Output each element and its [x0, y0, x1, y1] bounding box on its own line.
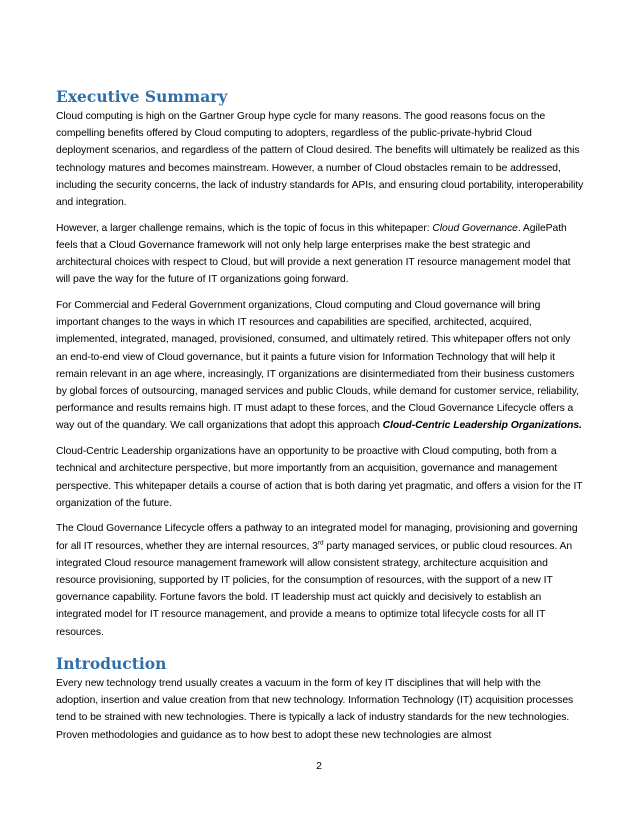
paragraph-text: . AgilePath feels that a Cloud Governance framework will not only help large enterprises make the best strategic and architectural choices with respect to Cloud, but will provide a next generation IT resource management model that will pave the way for the future of IT organizations going forward.: [56, 222, 571, 286]
introduction-paragraph-1: Every new technology trend usually creates a vacuum in the form of key IT disciplines that will help with the adoption, insertion and value creation from that new technology. Information Technology (IT) acquisition processes tend to be strained with new technologies. There is typically a lack of industry standards for the new technologies. Proven methodologies and guidance as to how best to adopt these new technologies are almost: [56, 677, 574, 741]
paragraph-text: party managed services, or public cloud resources. An integrated Cloud resource management framework will allow consistent strategy, architecture acquisition and resource provisioning, supported by IT policies, for the consumption of resources, with the support of a new IT governance capability. Fortune favors the bold. IT leadership must act quickly and decisively to establish an integrated model for IT resource management, and provide a means to optimize total lifecycle costs for all IT resources.: [56, 540, 573, 638]
introduction-heading: Introduction: [56, 653, 167, 673]
executive-summary-heading: Executive Summary: [56, 87, 228, 106]
emphasis-cloud-governance: Cloud Governance: [432, 222, 518, 234]
page-number: 2: [316, 760, 322, 772]
page-content: [56, 86, 584, 744]
executive-summary-paragraph-4: Cloud-Centric Leadership organizations have an opportunity to be proactive with Cloud computing, both from a technical and architecture perspective, but more importantly from an acquisition, governance and management perspective. This whitepaper details a course of action that is both daring yet pragmatic, and offers a vision for the IT organization of the future.: [56, 446, 583, 509]
emphasis-cloud-centric-leadership: Cloud-Centric Leadership Organizations.: [382, 420, 582, 432]
paragraph-text: However, a larger challenge remains, which is the topic of focus in this whitepaper:: [56, 222, 433, 234]
executive-summary-paragraph-1: Cloud computing is high on the Gartner Group hype cycle for many reasons. The good reasons focus on the compelling benefits offered by Cloud computing to adopters, regardless of the public-private-hybrid Cloud deployment scenarios, and regardless of the pattern of Cloud desired. The benefits will ultimately be realized as this technology matures and becomes mainstream. However, a number of Cloud obstacles remain to be addressed, including the security concerns, the lack of industry standards for APIs, and ensuring cloud portability, interoperability and integration.: [56, 111, 584, 209]
paragraph-text: The Cloud Governance Lifecycle offers a pathway to an integrated model for managing, provisioning and governing for all IT resources, whether they are internal resources, 3: [56, 523, 578, 552]
ordinal-superscript: rd: [317, 539, 324, 547]
executive-summary-paragraph-5: [56, 520, 584, 640]
executive-summary-paragraph-3: [56, 297, 584, 435]
executive-summary-paragraph-2: [56, 220, 584, 289]
paragraph-text: For Commercial and Federal Government organizations, Cloud computing and Cloud governance will bring important changes to the ways in which IT resources and capabilities are specified, architected, acquired, implemented, integrated, managed, provisioned, consumed, and ultimately retired. This whitepaper offers not only an end-to-end view of Cloud governance, but it paints a future vision for Information Technology that will help it remain relevant in an age where, increasingly, IT organizations are disintermediated from their business customers by global forces of outsourcing, managed services and public Clouds, while demand for customer service, reliability, performance and results remains high. IT must adapt to these forces, and the Cloud Governance Lifecycle offers a way out of the quandary. We call organizations that adopt this approach: [56, 300, 579, 432]
